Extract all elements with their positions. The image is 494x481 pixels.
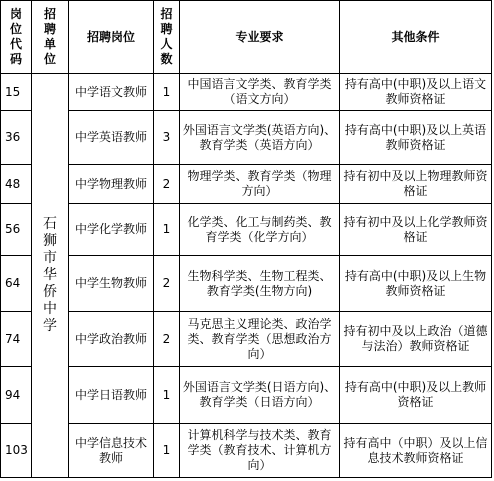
headcount: 1 [154, 367, 180, 424]
position: 中学信息技术教师 [69, 424, 154, 478]
other-conditions: 持有初中及以上化学教师资格证 [340, 204, 492, 256]
major-requirement: 物理学类、教育学类（物理方向） [180, 165, 340, 204]
other-conditions: 持有高中(中职)及以上教师资格证 [340, 367, 492, 424]
headcount: 1 [154, 204, 180, 256]
major-requirement: 外国语言文学类(日语方向)、教育学类（日语方向） [180, 367, 340, 424]
other-conditions: 持有高中(中职)及以上语文教师资格证 [340, 74, 492, 111]
headcount: 3 [154, 111, 180, 165]
table-row [1, 111, 492, 165]
table-row [1, 74, 492, 111]
header-count: 招 聘 人 数 [154, 1, 180, 74]
major-requirement: 生物科学类、生物工程类、教育学类(生物方向) [180, 256, 340, 312]
post-code: 64 [1, 256, 32, 312]
other-conditions: 持有初中及以上物理教师资格证 [340, 165, 492, 204]
other-conditions: 持有初中及以上政治（道德与法治）教师资格证 [340, 312, 492, 367]
headcount: 1 [154, 424, 180, 478]
table-row [1, 204, 492, 256]
major-requirement: 外国语言文学类(英语方向)、教育学类（英语方向） [180, 111, 340, 165]
post-code: 94 [1, 367, 32, 424]
post-code: 15 [1, 74, 32, 111]
position: 中学物理教师 [69, 165, 154, 204]
major-requirement: 马克思主义理论类、政治学类、教育学类（思想政治方向） [180, 312, 340, 367]
other-conditions: 持有高中(中职)及以上生物教师资格证 [340, 256, 492, 312]
position: 中学日语教师 [69, 367, 154, 424]
headcount: 2 [154, 165, 180, 204]
headcount: 2 [154, 312, 180, 367]
table-row [1, 312, 492, 367]
major-requirement: 化学类、化工与制药类、教育学类（化学方向） [180, 204, 340, 256]
header-major: 专业要求 [180, 1, 340, 74]
table-row [1, 424, 492, 478]
headcount: 1 [154, 74, 180, 111]
position: 中学英语教师 [69, 111, 154, 165]
position: 中学语文教师 [69, 74, 154, 111]
header-position: 招聘岗位 [69, 1, 154, 74]
post-code: 36 [1, 111, 32, 165]
table-row [1, 367, 492, 424]
header-other: 其他条件 [340, 1, 492, 74]
header-unit: 招 聘 单 位 [32, 1, 69, 74]
position: 中学生物教师 [69, 256, 154, 312]
position: 中学化学教师 [69, 204, 154, 256]
major-requirement: 计算机科学与技术类、教育学类（教育技术、计算机方向） [180, 424, 340, 478]
header-row [1, 1, 492, 74]
header-code: 岗 位 代 码 [1, 1, 32, 74]
table-row [1, 165, 492, 204]
table-row [1, 256, 492, 312]
post-code: 103 [1, 424, 32, 478]
post-code: 74 [1, 312, 32, 367]
headcount: 2 [154, 256, 180, 312]
other-conditions: 持有高中(中职)及以上英语教师资格证 [340, 111, 492, 165]
post-code: 56 [1, 204, 32, 256]
other-conditions: 持有高中（中职）及以上信息技术教师资格证 [340, 424, 492, 478]
post-code: 48 [1, 165, 32, 204]
recruiting-unit: 石 狮 市 华 侨 中 学 [32, 74, 69, 478]
major-requirement: 中国语言文学类、教育学类（语文方向） [180, 74, 340, 111]
position: 中学政治教师 [69, 312, 154, 367]
